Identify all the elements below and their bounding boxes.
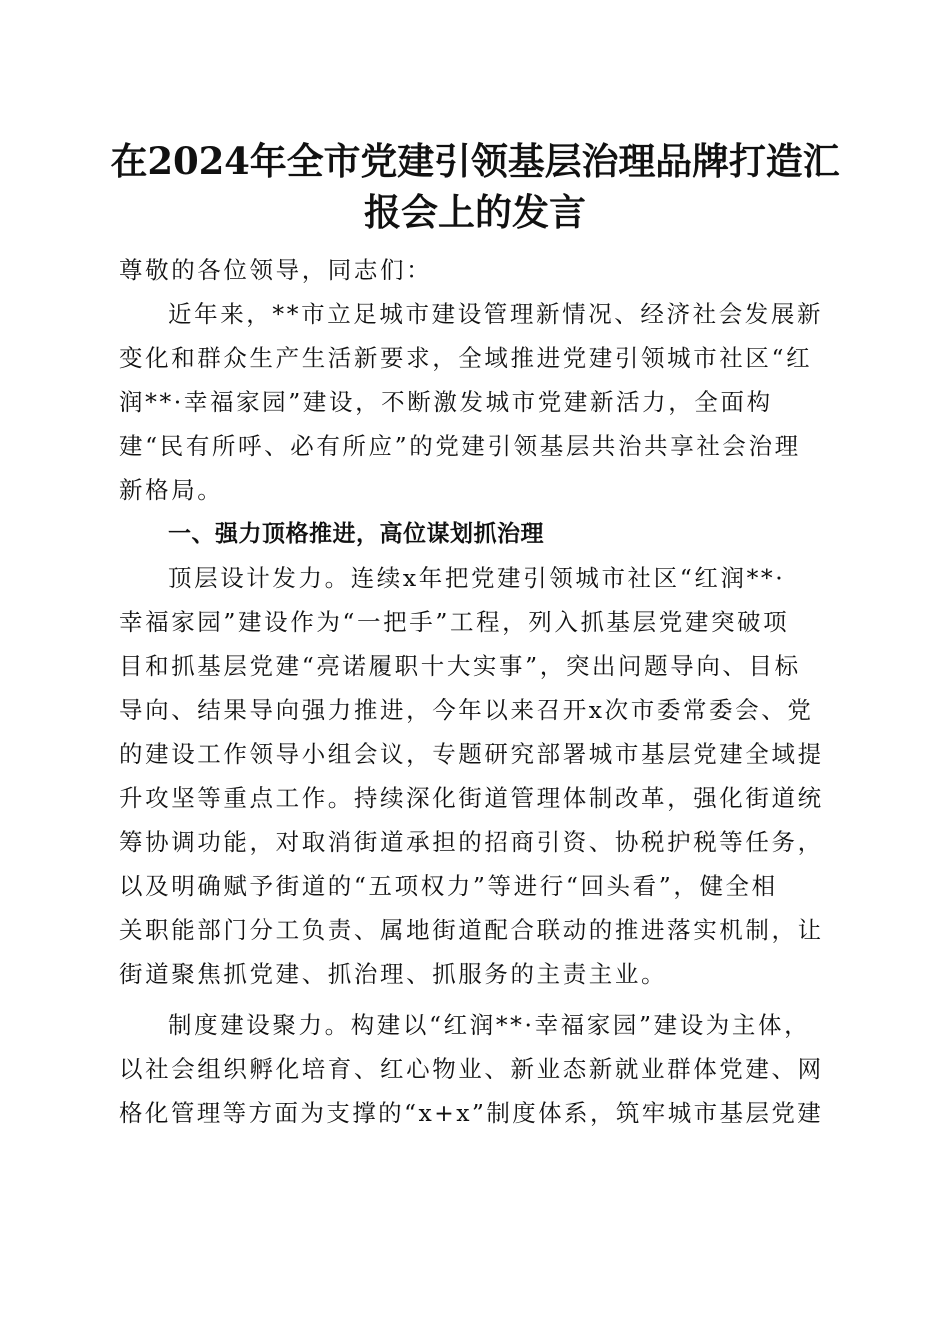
- paragraph-institution-building: [119, 1003, 825, 1135]
- paragraph-line: 的建设工作领导小组会议，专题研究部署城市基层党建全域提: [119, 740, 824, 768]
- title-line-1: 在2024年全市党建引领基层治理品牌打造汇: [110, 139, 840, 183]
- paragraph-line: 制度建设聚力。构建以“红润**·幸福家园”建设为主体，: [168, 1011, 811, 1039]
- paragraph-line: 街道聚焦抓党建、抓治理、抓服务的主责主业。: [119, 960, 668, 988]
- salutation: 尊敬的各位领导，同志们：: [119, 256, 433, 284]
- paragraph-line: 近年来，**市立足城市建设管理新情况、经济社会发展新: [168, 300, 824, 328]
- paragraph-line: 顶层设计发力。连续x年把党建引领城市社区“红润**·: [168, 564, 786, 592]
- section-heading: 一、强力顶格推进，高位谋划抓治理: [168, 521, 544, 547]
- document-title: [110, 136, 840, 238]
- paragraph-line: 润**·幸福家园”建设，不断激发城市党建新活力，全面构: [119, 388, 773, 416]
- intro-paragraph: [119, 292, 825, 512]
- paragraph-line: 格化管理等方面为支撑的“x+x”制度体系，筑牢城市基层党建: [119, 1099, 824, 1127]
- paragraph-line: 建“民有所呼、必有所应”的党建引领基层共治共享社会治理: [119, 432, 801, 460]
- paragraph-line: 变化和群众生产生活新要求，全域推进党建引领城市社区“红: [119, 344, 813, 372]
- paragraph-line: 升攻坚等重点工作。持续深化街道管理体制改革，强化街道统: [119, 784, 824, 812]
- document-body: [119, 248, 825, 1135]
- paragraph-line: 以及明确赋予街道的“五项权力”等进行“回头看”，健全相: [119, 872, 778, 900]
- paragraph-line: 导向、结果导向强力推进，今年以来召开x次市委常委会、党: [119, 696, 814, 724]
- paragraph-top-level-design: [119, 556, 825, 996]
- paragraph-line: 关职能部门分工负责、属地街道配合联动的推进落实机制，让: [119, 916, 824, 944]
- paragraph-line: 幸福家园”建设作为“一把手”工程，列入抓基层党建突破项: [119, 608, 790, 636]
- paragraph-line: 新格局。: [119, 476, 224, 504]
- title-line-2: 报会上的发言: [364, 190, 586, 234]
- paragraph-gap: [119, 996, 825, 1003]
- paragraph-line: 以社会组织孵化培育、红心物业、新业态新就业群体党建、网: [119, 1055, 824, 1083]
- paragraph-line: 目和抓基层党建“亮诺履职十大实事”，突出问题导向、目标: [119, 652, 801, 680]
- paragraph-line: 筹协调功能，对取消街道承担的招商引资、协税护税等任务，: [119, 828, 824, 856]
